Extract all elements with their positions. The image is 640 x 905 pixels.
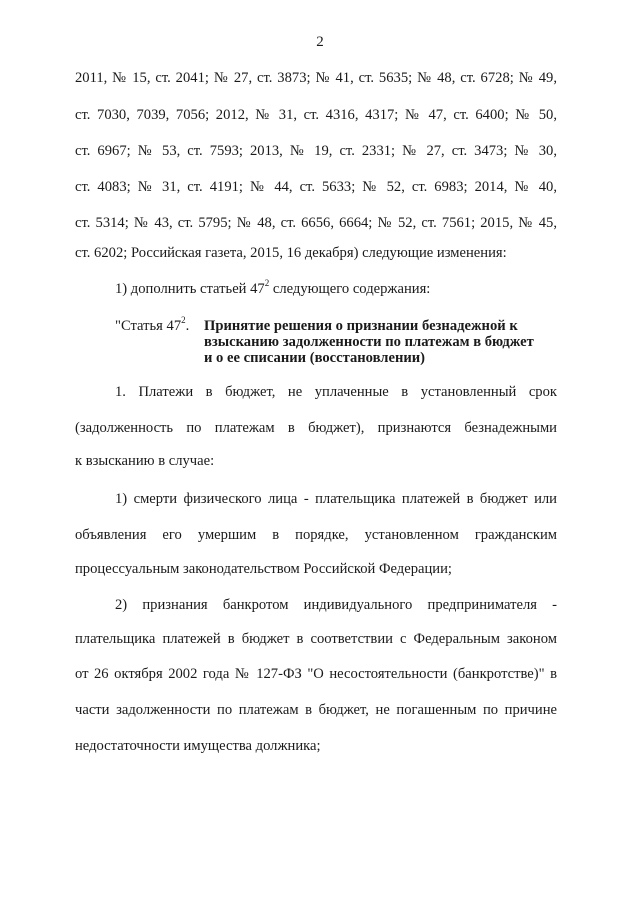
article-label: "Статья $47^2$. — [115, 315, 190, 334]
citation-line: ст. 5314; № 43, ст. 5795; № 48, ст. 6656, 6664; № 52, ст. 7561; 2015, № 45, — [75, 215, 557, 231]
item-line: части задолженности по платежам в бюджет, не погашенным по причине — [75, 702, 557, 718]
paragraph-line: к взысканию в случае: — [75, 453, 215, 469]
article-title-line: взысканию задолженности по платежам в бюджет — [204, 334, 534, 350]
citation-line: ст. 6202; Российская газета, 2015, 16 декабря) следующие изменения: — [75, 245, 507, 261]
citation-line: ст. 7030, 7039, 7056; 2012, № 31, ст. 4316, 4317; № 47, ст. 6400; № 50, — [75, 107, 557, 123]
citation-line: 2011, № 15, ст. 2041; № 27, ст. 3873; № 41, ст. 5635; № 48, ст. 6728; № 49, — [75, 70, 557, 86]
item-line: процессуальным законодательством Российской Федерации; — [75, 561, 452, 577]
amendment-intro: 1) дополнить статьей $47^2$ следующего содержания: — [115, 278, 431, 297]
page-number: 2 — [316, 34, 324, 50]
paragraph-line: (задолженность по платежам в бюджет), признаются безнадежными — [75, 420, 557, 436]
article-title-line: Принятие решения о признании безнадежной к — [204, 318, 518, 334]
citation-line: ст. 4083; № 31, ст. 4191; № 44, ст. 5633; № 52, ст. 6983; 2014, № 40, — [75, 179, 557, 195]
item-line: от 26 октября 2002 года № 127-ФЗ "О несостоятельности (банкротстве)" в — [75, 666, 557, 682]
citation-line: ст. 6967; № 53, ст. 7593; 2013, № 19, ст. 2331; № 27, ст. 3473; № 30, — [75, 143, 557, 159]
item-line: плательщика платежей в бюджет в соответствии с Федеральным законом — [75, 631, 557, 647]
paragraph-line: 1. Платежи в бюджет, не уплаченные в установленный срок — [115, 384, 557, 400]
item-line: недостаточности имущества должника; — [75, 738, 321, 754]
item-line: 2) признания банкротом индивидуального предпринимателя - — [115, 597, 557, 613]
item-line: 1) смерти физического лица - плательщика платежей в бюджет или — [115, 491, 557, 507]
item-line: объявления его умершим в порядке, установленном гражданским — [75, 527, 557, 543]
article-title — [204, 318, 564, 366]
article-title-line: и о ее списании (восстановлении) — [204, 350, 426, 366]
